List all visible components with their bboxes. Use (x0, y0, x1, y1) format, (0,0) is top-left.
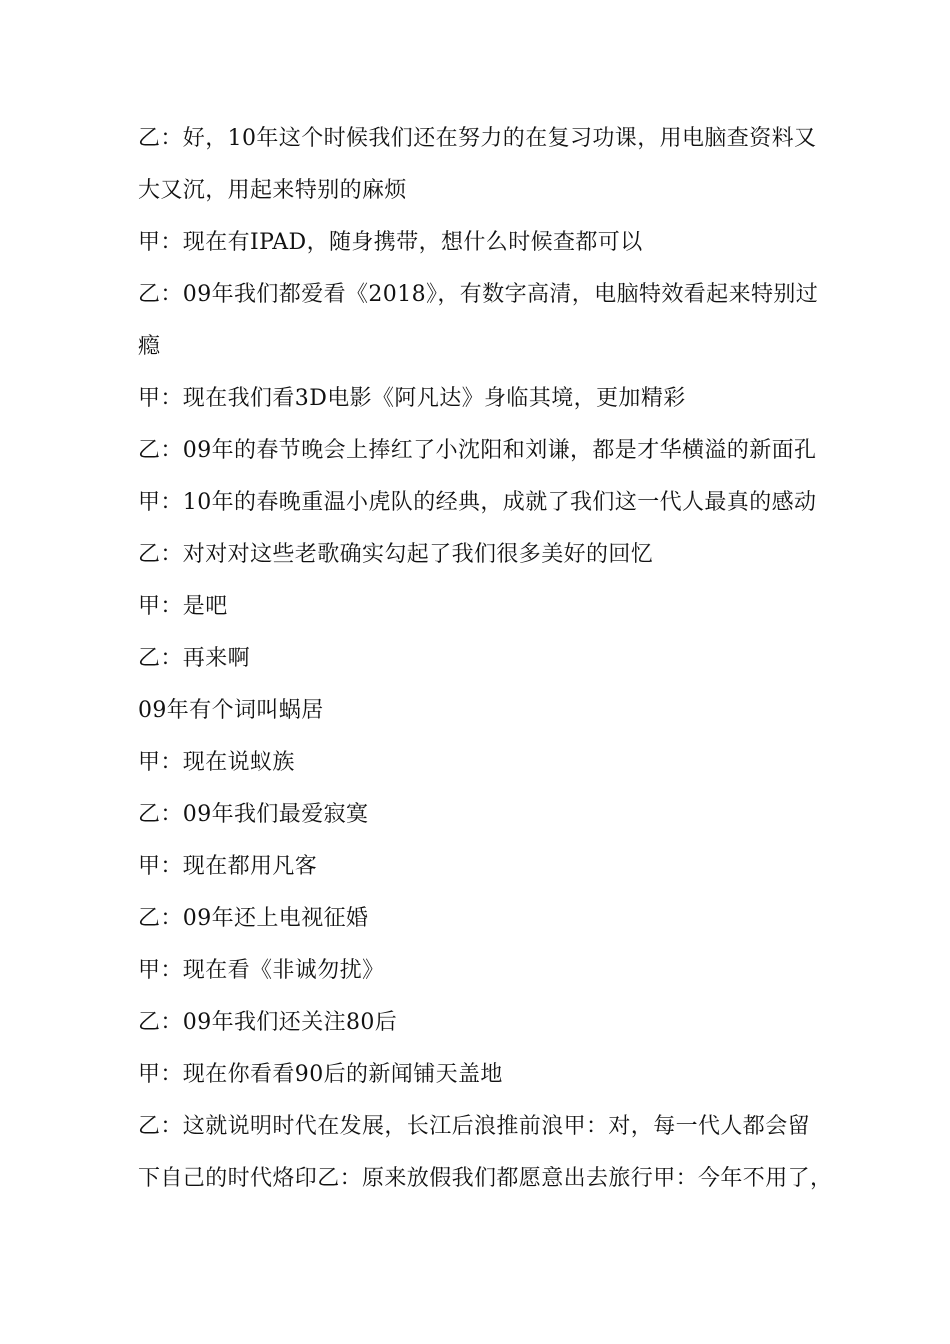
dialogue-text-block (138, 113, 833, 1205)
text-line: 甲：10年的春晚重温小虎队的经典，成就了我们这一代人最真的感动 (138, 490, 817, 515)
text-line: 大又沉，用起来特别的麻烦 (138, 178, 407, 203)
text-line: 乙：09年我们还关注80后 (138, 1010, 398, 1035)
text-line: 乙：再来啊 (138, 646, 251, 671)
text-line: 乙：好，10年这个时候我们还在努力的在复习功课，用电脑查资料又 (138, 126, 817, 151)
text-line: 09年有个词叫蜗居 (138, 698, 324, 723)
text-line: 乙：09年我们都爱看《2018》，有数字高清，电脑特效看起来特别过 (138, 282, 819, 307)
text-line: 乙：09年还上电视征婚 (138, 906, 369, 931)
text-line: 乙：对对对这些老歌确实勾起了我们很多美好的回忆 (138, 542, 654, 567)
text-line: 甲：现在说蚁族 (138, 750, 295, 775)
text-line: 下自己的时代烙印乙：原来放假我们都愿意出去旅行甲：今年不用了， (138, 1166, 833, 1191)
text-line: 乙：这就说明时代在发展，长江后浪推前浪甲：对，每一代人都会留 (138, 1114, 811, 1139)
text-line: 乙：09年的春节晚会上捧红了小沈阳和刘谦，都是才华横溢的新面孔 (138, 438, 817, 463)
text-line: 甲：现在看《非诚勿扰》 (138, 958, 385, 983)
text-line: 甲：是吧 (138, 594, 228, 619)
text-line: 甲：现在有IPAD，随身携带，想什么时候查都可以 (138, 230, 643, 255)
text-line: 甲：现在都用凡客 (138, 854, 318, 879)
text-line: 乙：09年我们最爱寂寞 (138, 802, 369, 827)
text-line: 甲：现在你看看90后的新闻铺天盖地 (138, 1062, 503, 1087)
text-line: 甲：现在我们看3D电影《阿凡达》身临其境，更加精彩 (138, 386, 686, 411)
text-line: 瘾 (138, 334, 161, 359)
